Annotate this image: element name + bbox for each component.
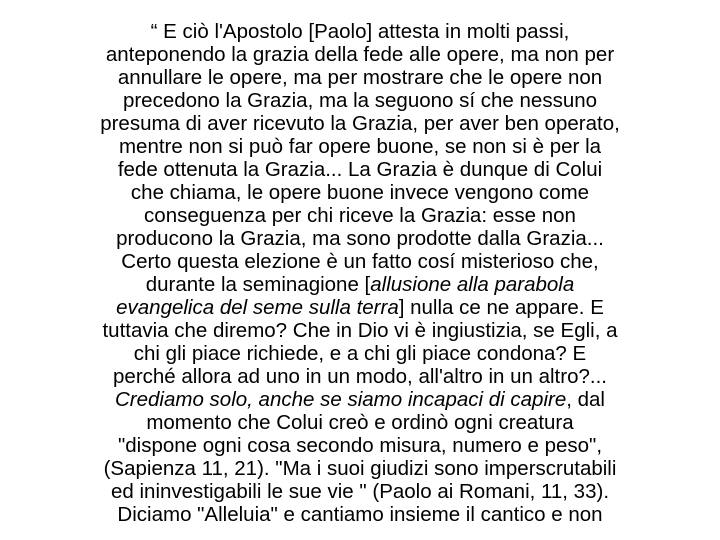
text-line	[60, 411, 660, 434]
text-segment: Diciamo "Alleluia" e cantiamo insieme il cantico e non	[117, 503, 603, 526]
text-segment: ed ininvestigabili le sue vie " (Paolo ai Romani, 11, 33).	[110, 480, 610, 503]
text-segment: producono la Grazia, ma sono prodotte dalla Grazia...	[116, 227, 604, 250]
italic-segment: evangelica del seme sulla terra	[116, 296, 399, 319]
text-line	[60, 273, 660, 296]
text-line	[60, 296, 660, 319]
text-segment: annullare le opere, ma per mostrare che le opere non	[117, 66, 603, 89]
text-segment: anteponendo la grazia della fede alle opere, ma non per	[105, 43, 615, 66]
text-segment: fede ottenuta la Grazia... La Grazia è dunque di Colui	[117, 158, 603, 181]
text-line	[60, 457, 660, 480]
text-line	[60, 43, 660, 66]
text-segment: precedono la Grazia, ma la seguono sí che nessuno	[122, 89, 598, 112]
italic-segment: allusione alla parabola	[370, 273, 575, 296]
text-segment: “ E ciò l'Apostolo [Paolo] attesta in molti passi,	[150, 20, 570, 43]
text-segment: perché allora ad uno in un modo, all'altro in un altro?...	[113, 365, 607, 388]
text-segment: momento che Colui creò e ordinò ogni creatura	[146, 411, 574, 434]
text-segment: conseguenza per chi riceve la Grazia: esse non	[144, 204, 576, 227]
italic-segment: Crediamo solo, anche se siamo incapaci di capire	[115, 388, 567, 411]
text-line	[60, 342, 660, 365]
text-line	[60, 503, 660, 526]
text-line	[60, 112, 660, 135]
text-line	[60, 158, 660, 181]
text-line	[60, 250, 660, 273]
text-line	[60, 227, 660, 250]
text-segment: Certo questa elezione è un fatto cosí misterioso che,	[121, 250, 599, 273]
text-line	[60, 20, 660, 43]
text-line	[60, 480, 660, 503]
text-line	[60, 135, 660, 158]
text-line	[60, 319, 660, 342]
text-line	[60, 204, 660, 227]
text-line	[60, 66, 660, 89]
quotation-text	[60, 20, 660, 526]
text-segment: , dal	[566, 388, 605, 411]
text-line	[60, 181, 660, 204]
text-segment: durante la seminagione [	[145, 273, 371, 296]
text-segment: mentre non si può far opere buone, se non si è per la	[118, 135, 602, 158]
text-segment: tuttavia che diremo? Che in Dio vi è ingiustizia, se Egli, a	[102, 319, 618, 342]
text-line	[60, 89, 660, 112]
text-segment: (Sapienza 11, 21). "Ma i suoi giudizi sono imperscrutabili	[103, 457, 617, 480]
text-segment: che chiama, le opere buone invece vengono come	[130, 181, 590, 204]
text-line	[60, 365, 660, 388]
text-segment: presuma di aver ricevuto la Grazia, per aver ben operato,	[100, 112, 620, 135]
text-segment: "dispone ogni cosa secondo misura, numero e peso",	[117, 434, 603, 457]
text-line	[60, 388, 660, 411]
text-segment: chi gli piace richiede, e a chi gli piace condona? E	[133, 342, 587, 365]
text-line	[60, 434, 660, 457]
text-segment: ] nulla ce ne appare. E	[398, 296, 604, 319]
